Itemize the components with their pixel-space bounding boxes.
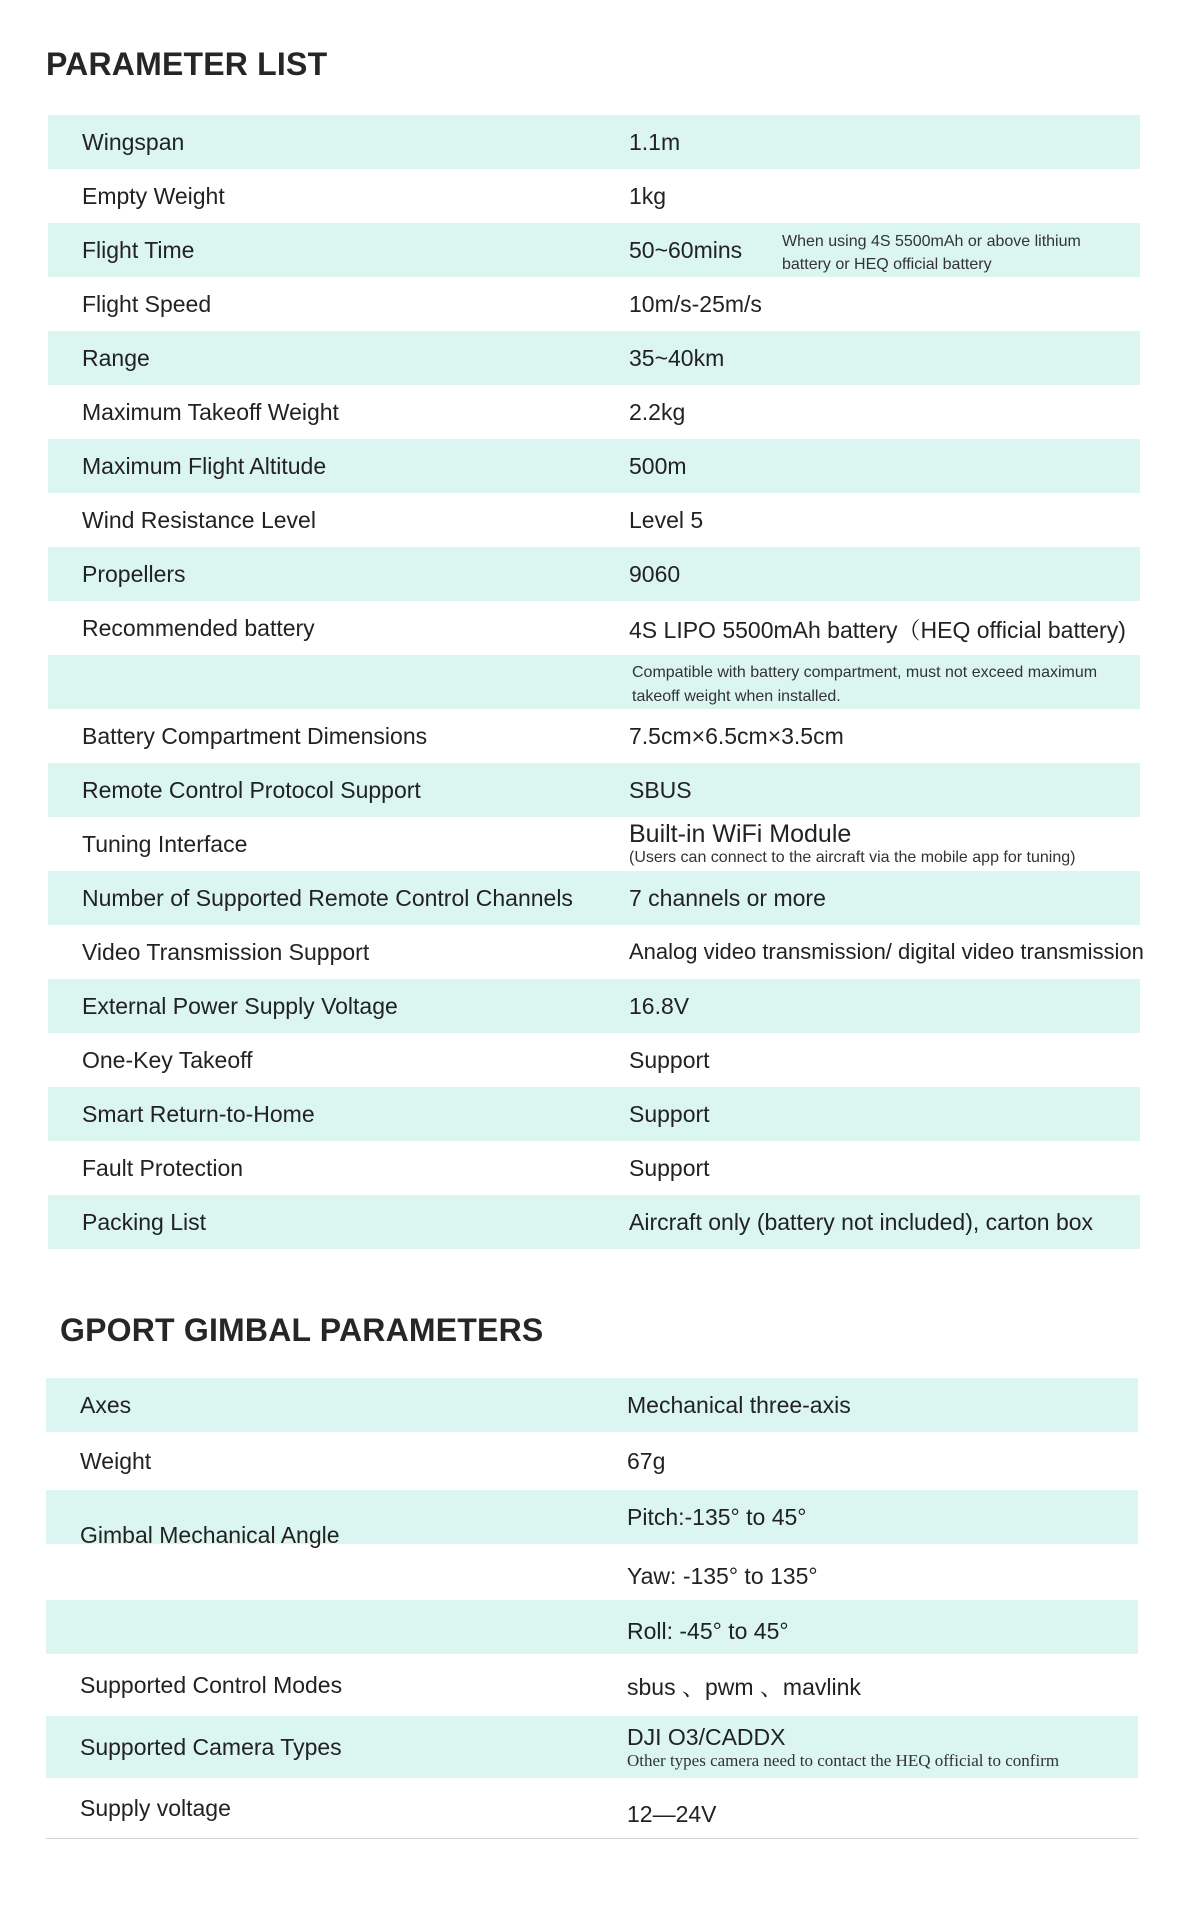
param-label: Supported Control Modes (80, 1671, 343, 1698)
table-row (48, 169, 1140, 223)
param-value: 2.2kg (629, 398, 686, 425)
param-label: One-Key Takeoff (82, 1046, 253, 1073)
param-value: Yaw: -135° to 135° (627, 1562, 818, 1589)
table-row (48, 439, 1140, 493)
param-value: 500m (629, 452, 687, 479)
param-value: 50~60mins (629, 236, 743, 263)
table-row (48, 709, 1140, 763)
gimbal-parameters-title: GPORT GIMBAL PARAMETERS (60, 1312, 544, 1348)
param-label: Maximum Takeoff Weight (82, 398, 339, 425)
param-label: Maximum Flight Altitude (82, 452, 327, 479)
param-value: Aircraft only (battery not included), carton box (629, 1208, 1094, 1235)
table-row (48, 655, 1140, 709)
param-label: Weight (80, 1447, 152, 1474)
parameter-list-title: PARAMETER LIST (46, 46, 328, 82)
param-value: 7.5cm×6.5cm×3.5cm (629, 722, 844, 749)
param-value: 7 channels or more (629, 884, 826, 911)
gimbal-table (46, 1378, 1138, 1839)
param-label: Gimbal Mechanical Angle (80, 1521, 340, 1548)
table-row (48, 925, 1144, 979)
param-value-stack (627, 1716, 1059, 1778)
param-label: Flight Time (82, 236, 195, 263)
param-value: 1.1m (629, 128, 681, 155)
table-row (48, 871, 1140, 925)
param-value: Support (629, 1046, 710, 1073)
param-label: Battery Compartment Dimensions (82, 722, 428, 749)
param-label: External Power Supply Voltage (82, 992, 398, 1019)
param-label: Recommended battery (82, 614, 315, 641)
param-value: Roll: -45° to 45° (627, 1617, 789, 1644)
param-label: Number of Supported Remote Control Channels (82, 884, 573, 911)
table-row (48, 979, 1140, 1033)
table-row (48, 493, 1140, 547)
param-value: 12—24V (627, 1800, 717, 1827)
table-row (46, 1716, 1138, 1778)
param-value: 10m/s-25m/s (629, 290, 762, 317)
table-row (48, 115, 1140, 169)
param-value: DJI O3/CADDX (627, 1723, 786, 1750)
table-row (48, 817, 1140, 871)
param-value: 4S LIPO 5500mAh battery（HEQ official battery) (629, 616, 1126, 643)
param-value: 9060 (629, 560, 681, 587)
param-label: Range (82, 344, 150, 371)
param-value: Pitch:-135° to 45° (627, 1503, 807, 1530)
table-row (46, 1378, 1138, 1432)
param-label: Tuning Interface (82, 830, 248, 857)
table-row (48, 1033, 1140, 1087)
table-row (48, 601, 1140, 655)
table-row (48, 331, 1140, 385)
param-value: 1kg (629, 182, 667, 209)
table-row (48, 1087, 1140, 1141)
param-value: 35~40km (629, 344, 725, 371)
table-row (46, 1490, 1138, 1548)
param-value: Mechanical three-axis (627, 1391, 851, 1418)
param-value: Support (629, 1100, 710, 1127)
param-value-stack (629, 817, 1075, 871)
table-row (48, 763, 1140, 817)
param-label: Smart Return-to-Home (82, 1100, 315, 1127)
param-label: Supported Camera Types (80, 1733, 342, 1760)
table-row (48, 1195, 1140, 1249)
param-value: Analog video transmission/ digital video transmission (629, 939, 1144, 964)
table-row (46, 1432, 1138, 1490)
table-row (46, 1778, 1138, 1838)
param-subnote: (Users can connect to the aircraft via the mobile app for tuning) (629, 848, 1076, 866)
parameter-table (48, 115, 1144, 1249)
table-row (46, 1544, 1138, 1600)
table-row (48, 385, 1140, 439)
param-label: Fault Protection (82, 1154, 244, 1181)
table-row (48, 223, 1140, 277)
param-label: Flight Speed (82, 290, 212, 317)
param-value: sbus 、pwm 、mavlink (627, 1673, 861, 1700)
param-label: Remote Control Protocol Support (82, 776, 421, 803)
param-label: Wind Resistance Level (82, 506, 316, 533)
table-row (48, 277, 1140, 331)
param-label: Axes (80, 1391, 132, 1418)
param-label: Supply voltage (80, 1794, 231, 1821)
param-label: Wingspan (82, 128, 185, 155)
param-value: 67g (627, 1447, 666, 1474)
param-value: Level 5 (629, 506, 704, 533)
param-value: Support (629, 1154, 710, 1181)
param-value: Built-in WiFi Module (629, 819, 852, 848)
param-value: SBUS (629, 776, 692, 803)
table-row (46, 1654, 1138, 1716)
table-row (48, 1141, 1140, 1195)
param-note: When using 4S 5500mAh or above lithium battery or HEQ official battery (782, 233, 1081, 273)
table-row (46, 1600, 1138, 1654)
param-label: Propellers (82, 560, 186, 587)
param-subnote: Other types camera need to contact the HEQ official to confirm (627, 1750, 1060, 1770)
table-row (48, 547, 1140, 601)
param-note: Compatible with battery compartment, must not exceed maximum takeoff weight when installed. (632, 664, 1098, 705)
param-label: Video Transmission Support (82, 938, 370, 965)
param-value: 16.8V (629, 992, 690, 1019)
param-label: Empty Weight (82, 182, 225, 209)
param-label: Packing List (82, 1208, 207, 1235)
